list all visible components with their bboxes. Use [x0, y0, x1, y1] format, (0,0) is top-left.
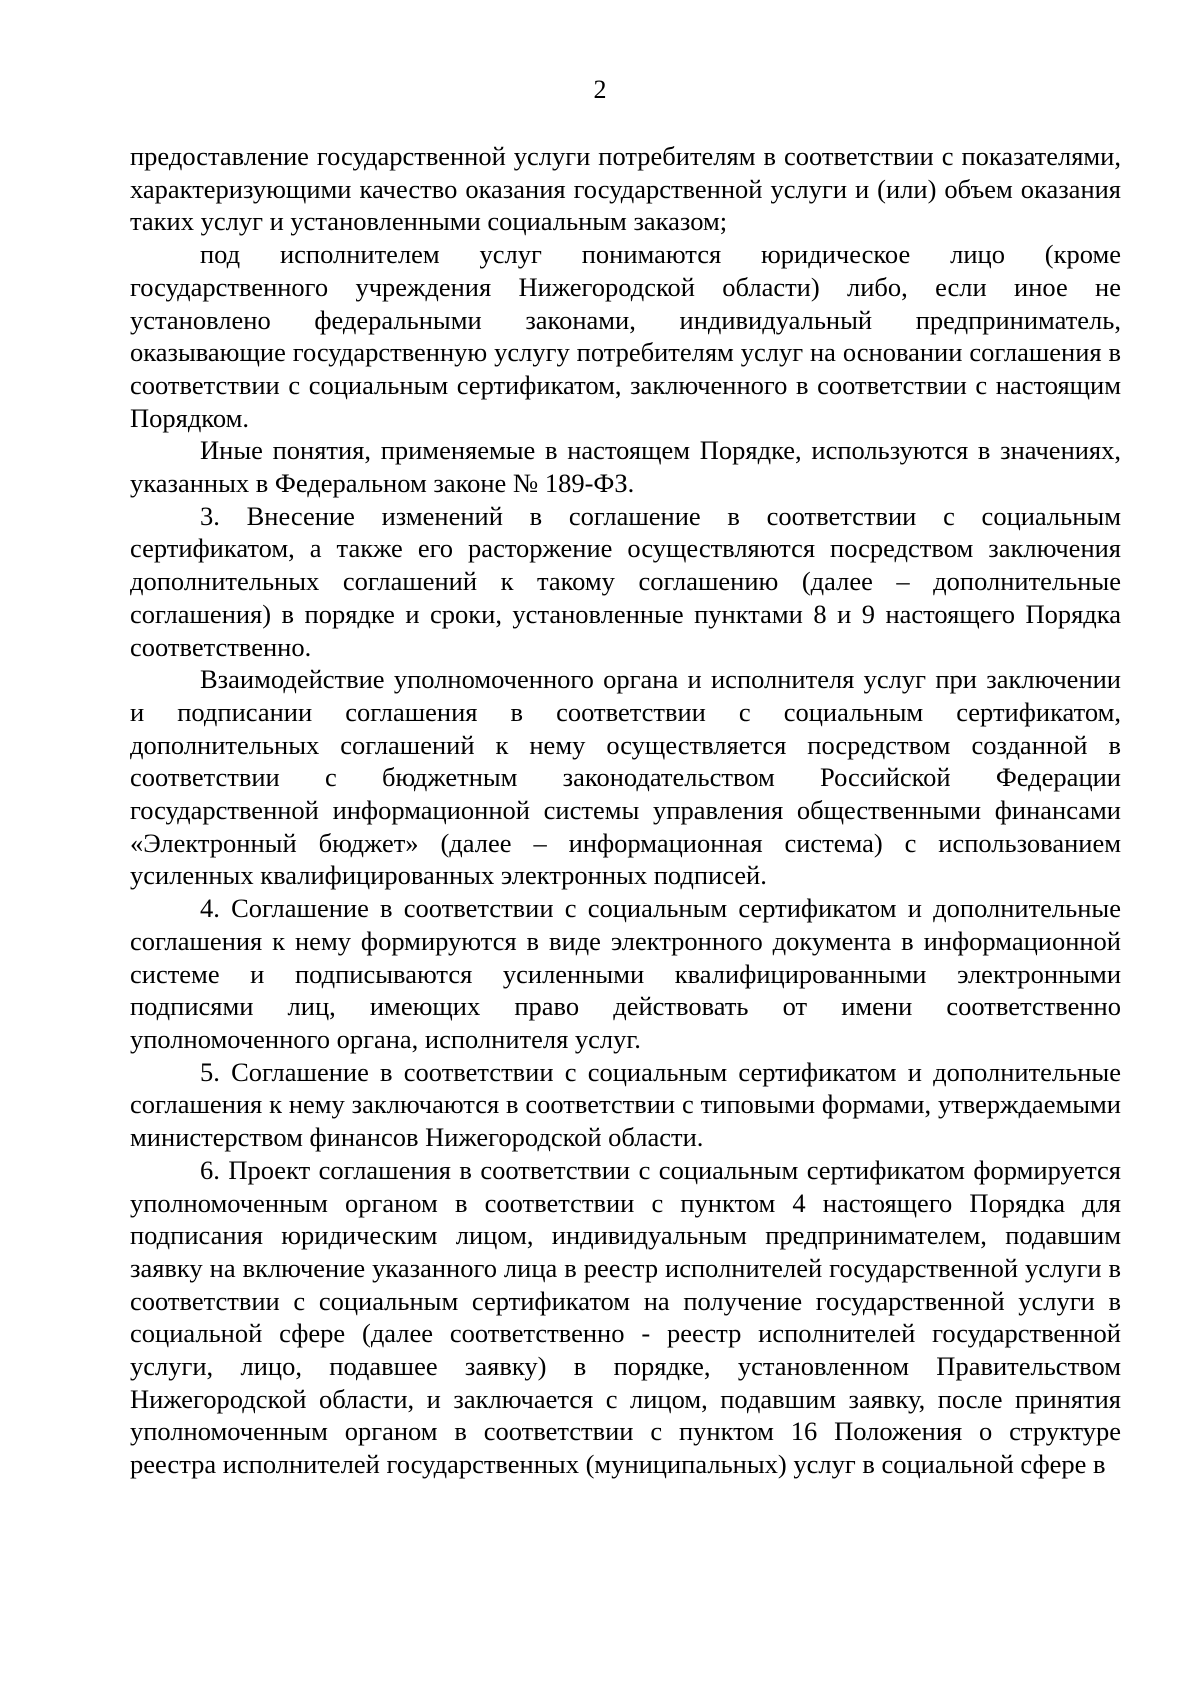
paragraph-interaction: Взаимодействие уполномоченного органа и исполнителя услуг при заключении и подписании соглашения в соответствии с социальным сертификатом, дополнительных соглашений к нему осуществляется посредством созданной в соответствии с бюджетным законодательством Российской Федерации государственной информационной системы управления общественными финансами «Электронный бюджет» (далее – информационная система) с использованием усиленных квалифицированных электронных подписей.	[130, 664, 1121, 891]
paragraph-other-terms: Иные понятия, применяемые в настоящем Порядке, используются в значениях, указанных в Федеральном законе № 189-ФЗ.	[130, 435, 1121, 499]
paragraph-definition-executor: под исполнителем услуг понимаются юридическое лицо (кроме государственного учреждения Нижегородской области) либо, если иное не установлено федеральными законами, индивидуальный предприниматель, оказывающие государственную услугу потребителям услуг на основании соглашения в соответствии с социальным сертификатом, заключенного в соответствии с настоящим Порядком.	[130, 239, 1121, 433]
paragraph-continuation: предоставление государственной услуги потребителям в соответствии с показателями, характеризующими качество оказания государственной услуги и (или) объем оказания таких услуг и установленными социальным заказом;	[130, 141, 1121, 237]
document-body	[130, 140, 1121, 1481]
paragraph-item-4: 4. Соглашение в соответствии с социальным сертификатом и дополнительные соглашения к нему формируются в виде электронного документа в информационной системе и подписываются усиленными квалифицированными электронными подписями лиц, имеющих право действовать от имени соответственно уполномоченного органа, исполнителя услуг.	[130, 893, 1121, 1054]
paragraph-item-3: 3. Внесение изменений в соглашение в соответствии с социальным сертификатом, а также его расторжение осуществляются посредством заключения дополнительных соглашений к такому соглашению (далее – дополнительные соглашения) в порядке и сроки, установленные пунктами 8 и 9 настоящего Порядка соответственно.	[130, 500, 1121, 662]
paragraph-item-5: 5. Соглашение в соответствии с социальным сертификатом и дополнительные соглашения к нему заключаются в соответствии с типовыми формами, утверждаемыми министерством финансов Нижегородской области.	[130, 1056, 1121, 1153]
paragraph-item-6: 6. Проект соглашения в соответствии с социальным сертификатом формируется уполномоченным органом в соответствии с пунктом 4 настоящего Порядка для подписания юридическим лицом, индивидуальным предпринимателем, подавшим заявку на включение указанного лица в реестр исполнителей государственной услуги в соответствии с социальным сертификатом на получение государственной услуги в социальной сфере (далее соответственно - реестр исполнителей государственной услуги, лицо, подавшее заявку) в порядке, установленном Правительством Нижегородской области, и заключается с лицом, подавшим заявку, после принятия уполномоченным органом в соответствии с пунктом 16 Положения о структуре реестра исполнителей государственных (муниципальных) услуг в социальной сфере в	[130, 1154, 1121, 1480]
page-number: 2	[593, 75, 607, 104]
